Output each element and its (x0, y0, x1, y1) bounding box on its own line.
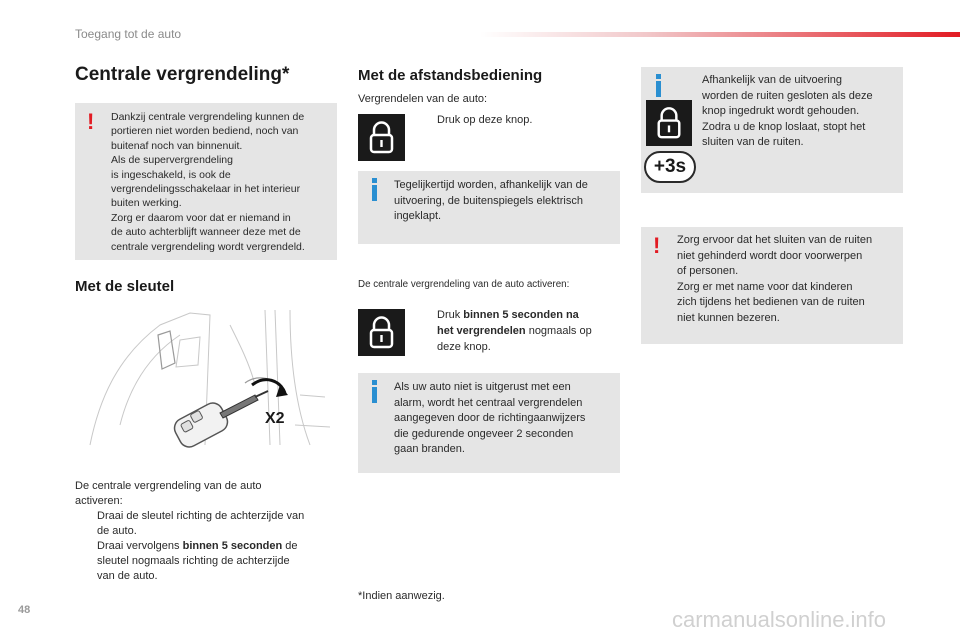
warning-note-box (75, 103, 337, 260)
key-section-title: Met de sleutel (75, 278, 175, 295)
bullet-icon (415, 113, 437, 128)
key-door-illustration (80, 305, 340, 455)
warning-line: de auto achterblijft wanneer deze met de (111, 226, 301, 239)
warning-line: portieren niet worden bediend, noch van (111, 125, 299, 138)
warning-note-text (111, 110, 333, 254)
remote-step-2: Druk binnen 5 seconden na het vergrendelen nogmaals op deze knop. (415, 307, 620, 355)
section-header: Toegang tot de auto (75, 27, 182, 41)
info-note-text: Als uw auto niet is uitgerust met een alarm, wordt het centraal vergrendelen aangegeven door de richtingaanwijzers die gedurende ongeveer 2 seconden gaan branden. (394, 381, 586, 455)
info-note-alarm (358, 373, 620, 473)
remote-lock-button-icon (358, 114, 405, 161)
warning-line: Dankzij centrale vergrendeling kunnen de (111, 111, 305, 123)
warning-note-text: Zorg ervoor dat het sluiten van de ruiten niet gehinderd wordt door voorwerpen of personen. Zorg er met name voor dat kinderen zich tijdens het bedienen van de ruiten niet kunnen bezeren. (677, 234, 873, 324)
key-instructions (75, 479, 340, 584)
lock-intro: Vergrendelen van de auto: (358, 93, 488, 105)
page-number: 48 (18, 604, 31, 616)
warning-line: is ingeschakeld, is ook de (111, 168, 231, 181)
warning-line: centrale vergrendeling wordt vergrendeld. (111, 240, 305, 253)
warning-line: vergrendelingsschakelaar in het interieur (111, 183, 301, 196)
header-accent-bar (480, 32, 960, 37)
warning-icon: ! (87, 109, 95, 134)
key-step-2: Draai vervolgens binnen 5 seconden de sleutel nogmaals richting de achterzijde van de auto. (75, 539, 340, 584)
info-note-mirrors (358, 171, 620, 244)
warning-line: Als de supervergrendeling (111, 154, 233, 167)
footnote: *Indien aanwezig. (358, 590, 445, 602)
bullet-icon (75, 539, 97, 584)
info-note-text: Tegelijkertijd worden, afhankelijk van de uitvoering, de buitenspiegels elektrisch ingeklapt. (394, 179, 588, 222)
watermark: carmanualsonline.info (672, 607, 887, 632)
central-intro: De centrale vergrendeling van de auto activeren: (358, 279, 570, 290)
info-note-windows (641, 67, 903, 193)
warning-icon: ! (653, 233, 661, 258)
bullet-icon (75, 509, 97, 539)
info-icon (372, 387, 377, 403)
key-intro-line: De centrale vergrendeling van de auto (75, 480, 262, 492)
key-intro-line: activeren: (75, 495, 123, 507)
warning-line: buiten werking. (111, 197, 182, 210)
turn-twice-label: X2 (265, 410, 285, 427)
page-title: Centrale vergrendeling* (75, 64, 290, 85)
info-note-text: Afhankelijk van de uitvoering worden de ruiten gesloten als deze knop ingedrukt wordt gehouden. Zodra u de knop loslaat, stopt het sluiten van de ruiten. (702, 74, 873, 148)
warning-line: buitenaf noch van binnenuit. (111, 139, 243, 152)
bullet-icon (415, 307, 437, 355)
remote-step-1: Druk op deze knop. (415, 113, 615, 128)
remote-lock-button-icon (358, 309, 405, 356)
warning-line: Zorg er daarom voor dat er niemand in (111, 211, 291, 224)
hold-3s-badge: +3s (644, 151, 696, 183)
info-icon (656, 81, 661, 97)
info-icon (372, 185, 377, 201)
remote-lock-button-icon (646, 100, 692, 146)
remote-section-title: Met de afstandsbediening (358, 67, 543, 84)
warning-note-windows (641, 227, 903, 344)
key-step-1: Draai de sleutel richting de achterzijde van de auto. (75, 509, 340, 539)
